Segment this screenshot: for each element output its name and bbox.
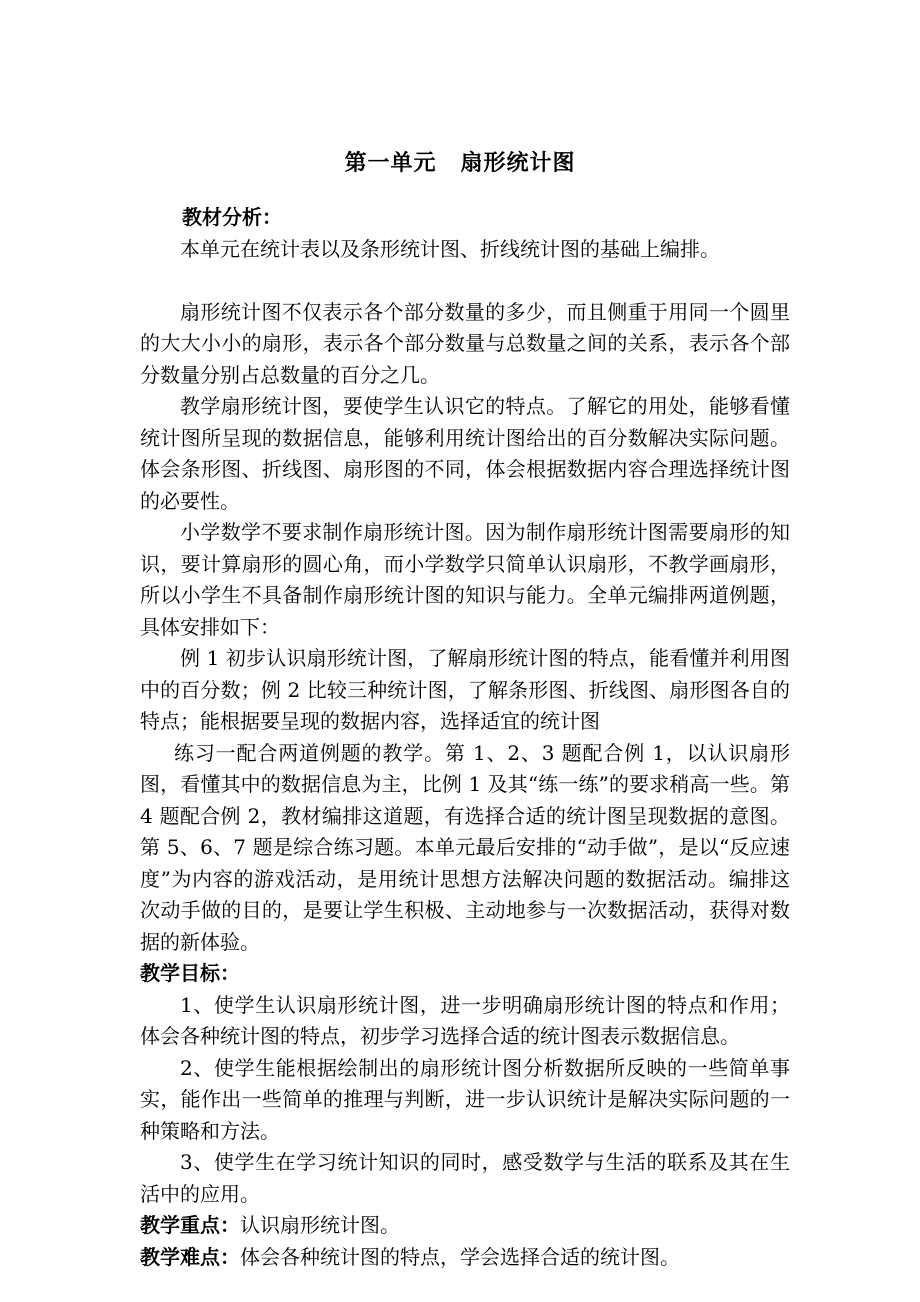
- analysis-heading: 教材分析：: [182, 205, 282, 229]
- page-title: [0, 146, 920, 177]
- difficulty-label: 教学难点：: [140, 1244, 240, 1269]
- paragraph-4: 小学数学不要求制作扇形统计图。因为制作扇形统计图需要扇形的知识，要计算扇形的圆心角，而小学数学只简单认识扇形，不教学画扇形，所以小学生不具备制作扇形统计图的知识与能力。全单元编排两道例题，具体安排如下：: [140, 520, 790, 639]
- key-point: [140, 1210, 790, 1242]
- document-body: [140, 202, 790, 1273]
- goal-1: 1、使学生认识扇形统计图，进一步明确扇形统计图的特点和作用；体会各种统计图的特点，初步学习选择合适的统计图表示数据信息。: [140, 992, 790, 1048]
- key-point-label: 教学重点：: [140, 1213, 240, 1237]
- goals-heading: 教学目标：: [140, 961, 240, 985]
- paragraph-1: 本单元在统计表以及条形统计图、折线统计图的基础上编排。: [180, 236, 720, 261]
- goal-3: 3、使学生在学习统计知识的同时，感受数学与生活的联系及其在生活中的应用。: [140, 1150, 790, 1206]
- difficulty-text: 体会各种统计图的特点，学会选择合适的统计图。: [240, 1244, 680, 1269]
- title-unit: 第一单元: [344, 150, 437, 176]
- paragraph-6: 练习一配合两道例题的教学。第 1、2、3 题配合例 1，以认识扇形图，看懂其中的数据信息为主，比例 1 及其“练一练”的要求稍高一些。第 4 题配合例 2，教材编排这道题，有选择合适的统计图呈现数据的意图。第 5、6、7 题是综合练习题。本单元最后安排的“动手做”，是以“反应速度”为内容的游戏活动，是用统计思想方法解决问题的数据活动。编排这次动手做的目的，是要让学生积极、主动地参与一次数据活动，获得对数据的新体验。: [140, 740, 790, 954]
- paragraph-5: 例 1 初步认识扇形统计图，了解扇形统计图的特点，能看懂并利用图中的百分数；例 2 比较三种统计图，了解条形图、折线图、扇形图各自的特点；能根据要呈现的数据内容，选择适宜的统计图: [140, 646, 790, 733]
- goal-2: 2、使学生能根据绘制出的扇形统计图分析数据所反映的一些简单事实，能作出一些简单的推理与判断，进一步认识统计是解决实际问题的一种策略和方法。: [140, 1055, 790, 1143]
- title-topic: 扇形统计图: [460, 150, 576, 176]
- difficulty: [140, 1242, 790, 1274]
- paragraph-2: 扇形统计图不仅表示各个部分数量的多少，而且侧重于用同一个圆里的大大小小的扇形，表示各个部分数量与总数量之间的关系，表示各个部分数量分别占总数量的百分之几。: [140, 299, 790, 387]
- paragraph-3: 教学扇形统计图，要使学生认识它的特点。了解它的用处，能够看懂统计图所呈现的数据信息，能够利用统计图给出的百分数解决实际问题。体会条形图、折线图、扇形图的不同，体会根据数据内容合理选择统计图的必要性。: [140, 394, 790, 513]
- key-point-text: 认识扇形统计图。: [240, 1213, 400, 1237]
